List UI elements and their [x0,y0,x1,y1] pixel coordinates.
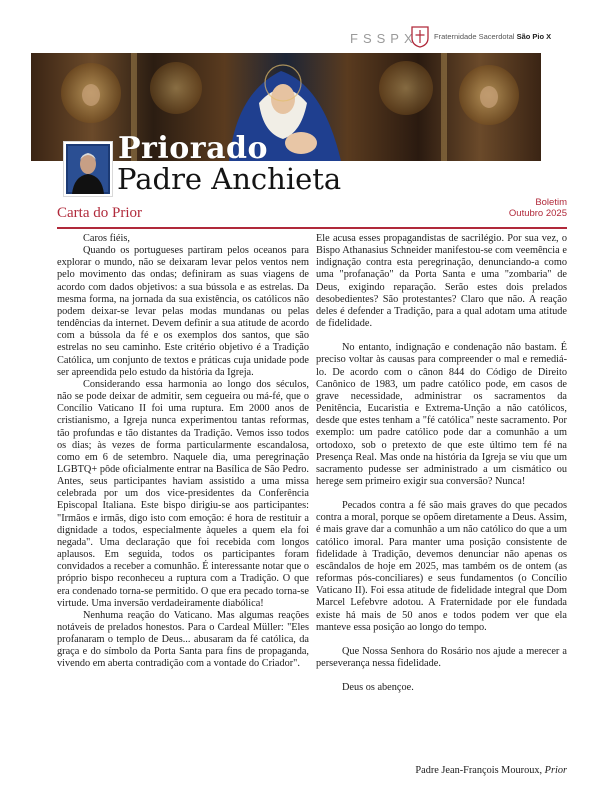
org-wordmark: FSSPX [350,31,418,46]
fraternity-seal-icon [411,26,429,48]
letter-column-right [316,233,567,694]
letter-paragraph: Considerando essa harmonia ao longo dos séculos, não se pode deixar de admitir, sem cegueira ou má-fé, que o Concílio Vaticano II foi uma ruptura. Em 2000 anos de cristianismo, a Igreja nunca experimentou tantas reformas, tão profundas e tão distantes da Tradição. Vemos isso todos os dias; às vezes de forma particularmente escandalosa, como em 6 de setembro. Naquele dia, uma peregrinação LGBTQ+ pôde oficialmente entrar na Basílica de São Pedro. Antes, seus participantes haviam assistido a uma missa celebrada por um dos vice-presidentes da Conferência Episcopal Italiana. Este bispo dirigiu-se aos participantes: "Irmãos e irmãs, digo isto com emoção: é hora de restituir a dignidade a todos, especialmente àqueles a quem ela foi negada". Uma declaração que foi recebida com longos aplausos. Em seguida, todos os participantes foram convidados a receber a comunhão. É interessante notar que o próprio bispo reconheceu a ruptura com a Tradição. O que era condenado torna-se permitido. O que era pecado torna-se virtude. Uma inversão verdadeiramente diabólica! [57,378,309,609]
letter-paragraph: No entanto, indignação e condenação não bastam. É preciso voltar às causas para compreender o mal e remediá-lo. De acordo com o cânon 844 do Código de Direito Canônico de 1983, um padre católico pode, em casos de grave necessidade, administrar os sacramentos da Penitência, Eucaristia e Extrema-Unção a não católicos, desde que estes tenham a "fé católica" neste sacramento. Por exemplo: um padre católico pode dar a comunhão a um ortodoxo, sob o pretexto de que este último tem fé na Presença Real. Mas onde na história da Igreja se viu que um sacramento pudesse ser administrado a um cismático ou herege sem primeiro exigir sua conversão? Nunca! [316,342,567,487]
bulletin-info [509,197,567,219]
founder-portrait [63,141,113,197]
letter-column-left [57,233,309,671]
letter-paragraph: Nenhuma reação do Vaticano. Mas algumas reações notáveis de prelados honestos. Para o Cardeal Müller: "Eles profanaram o templo de Deus... abusaram da fé católica, da graça e do símbolo da Porta Santa para fins de propaganda, vivendo em aberta contradição com a vontade do Criador". [57,609,309,670]
signature-role: Prior [544,765,567,776]
org-full-name: Fraternidade Sacerdotal São Pio X [434,32,552,41]
letter-paragraph: Ele acusa esses propagandistas de sacrilégio. Por sua vez, o Bispo Athanasius Schneider manifestou-se com veemência e indignação contra esta peregrinação, denunciando-a como uma "profanação" da Porta Santa e uma "zombaria" de Deus, exigindo reparação. Serão estes dois prelados desobedientes? São protestantes? Claro que não. A reação deles é defender a Tradição, para a qual adotam uma atitude de fidelidade. [316,233,567,330]
letter-greeting: Caros fiéis, [83,233,130,244]
top-header [0,26,600,50]
section-divider [57,227,567,229]
letter-paragraph: Quando os portugueses partiram pelos oceanos para explorar o mundo, não se deixaram levar pelos ventos nem pelo movimento das ondas; definiram as suas viagens de acordo com dados objetivos: a sua bússola e as estrelas. Da mesma forma, na jornada da sua existência, os católicos não podem deixar-se levar pelas modas mundanas ou pelas tendências da internet. Devem definir a sua atitude de acordo com a bússola da fé e os exemplos dos santos, que são estrelas no seu caminho. Este critério objetivo é a Tradição Católica, um conjunto de textos e práticas cuja unidade pode ser apreendida pelo estudo da história da Igreja. [57,245,309,378]
signature [415,765,567,776]
letter-paragraph: Pecados contra a fé são mais graves do que pecados contra a moral, porque se opõem diretamente a Deus. Assim, é mais grave dar a comunhão a um não católico do que a um católico imoral. Para manter uma posição consistente de fidelidade à Tradição, devemos denunciar não apenas os escândalos de hoje em 2025, mas também os de ontem (as reformas pós-conciliares) e seus fundamentos (o Concílio Vaticano II). Foi essa atitude de fidelidade integral que Dom Marcel Lefebvre adotou. A Fraternidade por ele fundada existe há mais de 50 anos e todos podem ver que ela manteve essa posição ao longo do tempo. [316,500,567,633]
section-heading: Carta do Prior [57,205,142,221]
letter-paragraph: Que Nossa Senhora do Rosário nos ajude a merecer a perseverança nessa fidelidade. [316,645,567,669]
bulletin-date: Outubro 2025 [508,208,567,219]
letter-closing: Deus os abençoe. [342,682,414,694]
priory-title-line2: Padre Anchieta [117,162,342,196]
priory-title-line1: Priorado [118,131,269,166]
signature-name: Padre Jean-François Mouroux, [415,765,543,776]
bulletin-label: Boletim [535,197,567,208]
